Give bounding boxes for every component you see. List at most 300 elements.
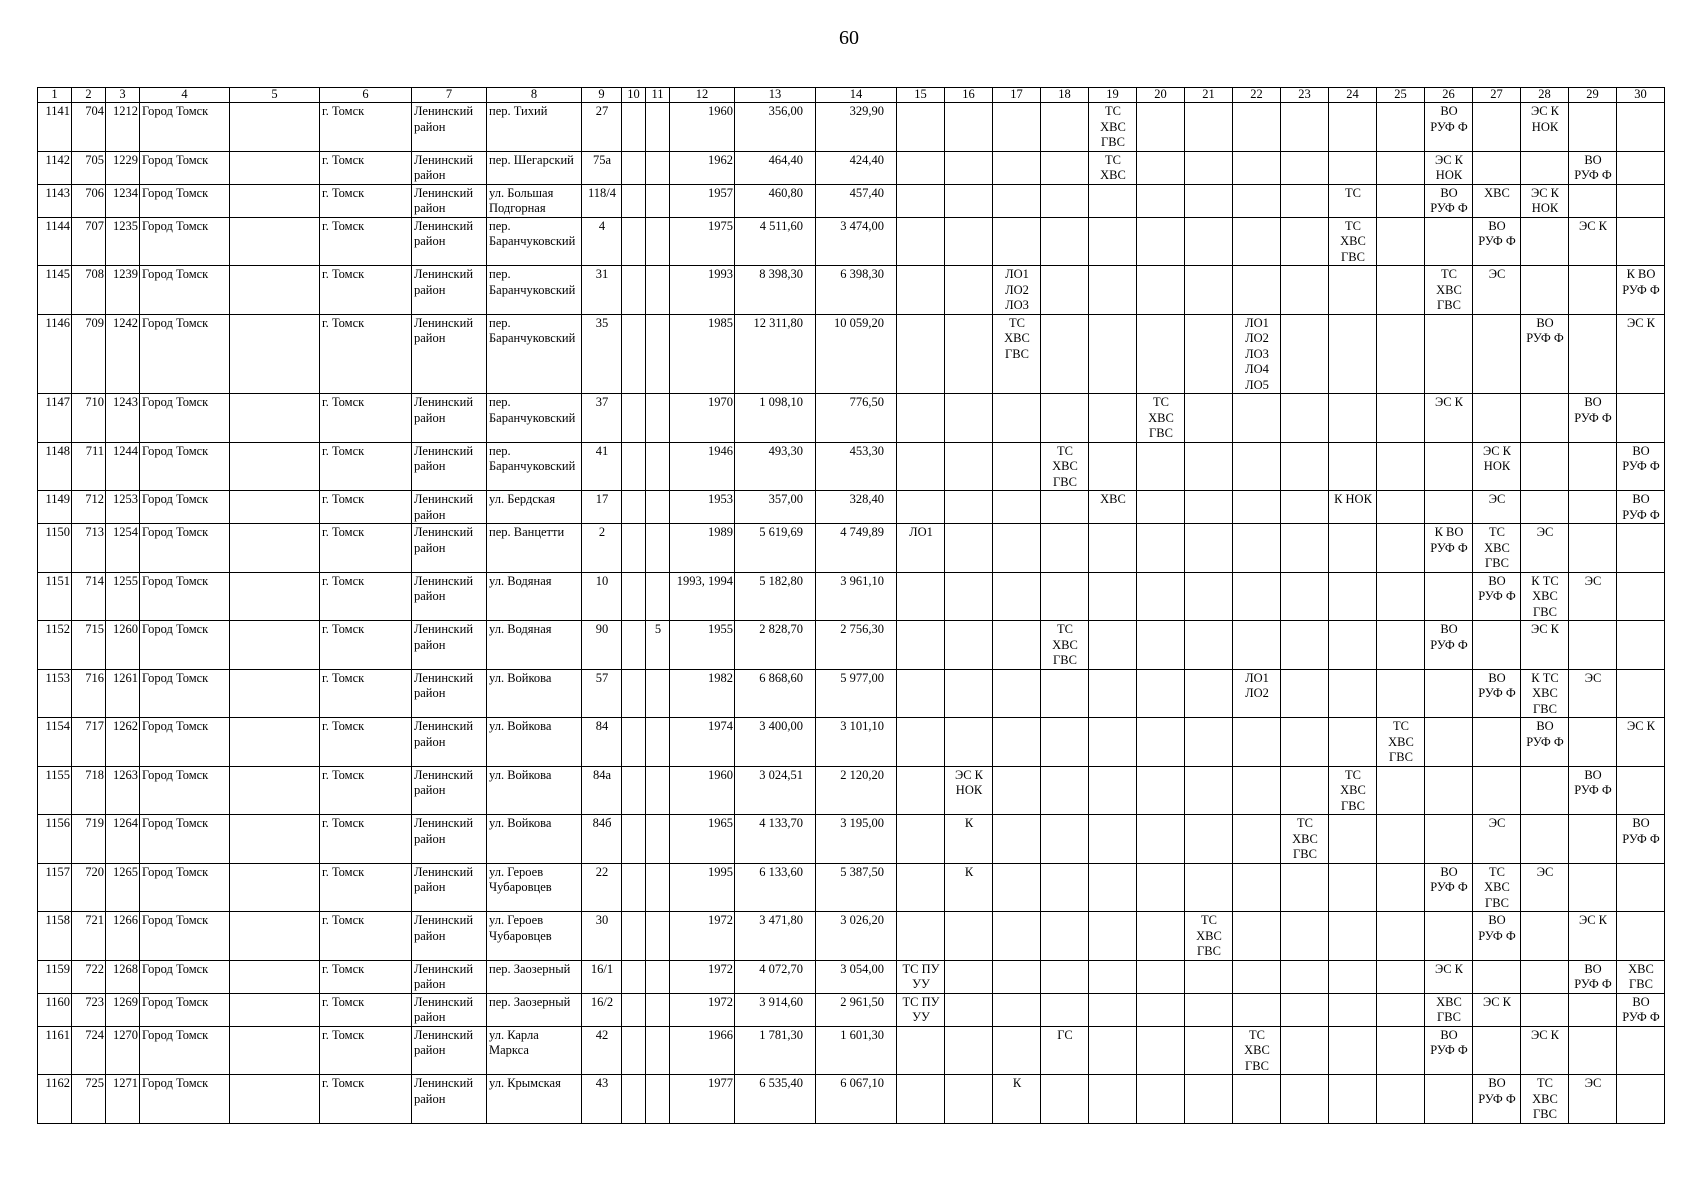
cell-col-27	[1473, 1026, 1521, 1075]
cell-col-21	[1185, 863, 1233, 912]
cell-col-27	[1473, 621, 1521, 670]
cell-col-12: 1972	[670, 960, 735, 993]
cell-col-3: 1243	[106, 394, 140, 443]
cell-col-25	[1377, 184, 1425, 217]
cell-col-15	[897, 669, 945, 718]
table-row	[38, 314, 1665, 394]
cell-col-1: 1156	[38, 815, 72, 864]
cell-col-29	[1569, 863, 1617, 912]
cell-col-17	[993, 912, 1041, 961]
cell-col-1: 1159	[38, 960, 72, 993]
cell-col-6: г. Томск	[320, 1075, 412, 1124]
cell-col-18	[1041, 863, 1089, 912]
cell-col-20	[1137, 314, 1185, 394]
cell-col-6: г. Томск	[320, 960, 412, 993]
cell-col-4: Город Томск	[140, 960, 230, 993]
cell-col-8: ул. Войкова	[487, 815, 582, 864]
cell-col-8: ул. Героев Чубаровцев	[487, 912, 582, 961]
cell-col-16	[945, 184, 993, 217]
cell-col-10	[622, 766, 646, 815]
cell-col-23	[1281, 442, 1329, 491]
cell-col-18: ГС	[1041, 1026, 1089, 1075]
cell-col-10	[622, 103, 646, 152]
cell-col-26: ЭС К	[1425, 394, 1473, 443]
cell-col-18	[1041, 718, 1089, 767]
cell-col-28: ТС ХВС ГВС	[1521, 1075, 1569, 1124]
column-header-21: 21	[1185, 88, 1233, 103]
cell-col-30	[1617, 669, 1665, 718]
column-header-19: 19	[1089, 88, 1137, 103]
cell-col-24	[1329, 960, 1377, 993]
cell-col-29	[1569, 314, 1617, 394]
cell-col-4: Город Томск	[140, 1026, 230, 1075]
cell-col-28	[1521, 491, 1569, 524]
cell-col-12: 1972	[670, 993, 735, 1026]
cell-col-25	[1377, 766, 1425, 815]
cell-col-22: ЛО1 ЛО2	[1233, 669, 1281, 718]
cell-col-21	[1185, 184, 1233, 217]
cell-col-21	[1185, 960, 1233, 993]
cell-col-25	[1377, 266, 1425, 315]
cell-col-18	[1041, 960, 1089, 993]
cell-col-3: 1263	[106, 766, 140, 815]
cell-col-1: 1147	[38, 394, 72, 443]
cell-col-30: ВО РУФ Ф	[1617, 993, 1665, 1026]
cell-col-26	[1425, 572, 1473, 621]
cell-col-24: ТС	[1329, 184, 1377, 217]
cell-col-22: ТС ХВС ГВС	[1233, 1026, 1281, 1075]
cell-col-20	[1137, 766, 1185, 815]
cell-col-29: ЭС	[1569, 1075, 1617, 1124]
cell-col-14: 2 756,30	[816, 621, 897, 670]
cell-col-4: Город Томск	[140, 394, 230, 443]
cell-col-25	[1377, 103, 1425, 152]
cell-col-23	[1281, 1075, 1329, 1124]
cell-col-27: ЭС К	[1473, 993, 1521, 1026]
cell-col-23	[1281, 314, 1329, 394]
cell-col-18	[1041, 766, 1089, 815]
cell-col-9: 31	[582, 266, 622, 315]
cell-col-20	[1137, 815, 1185, 864]
cell-col-4: Город Томск	[140, 993, 230, 1026]
cell-col-21	[1185, 1026, 1233, 1075]
cell-col-1: 1155	[38, 766, 72, 815]
cell-col-30: ВО РУФ Ф	[1617, 491, 1665, 524]
cell-col-2: 704	[72, 103, 106, 152]
cell-col-23	[1281, 669, 1329, 718]
cell-col-9: 16/1	[582, 960, 622, 993]
cell-col-14: 453,30	[816, 442, 897, 491]
cell-col-7: Ленинский район	[412, 151, 487, 184]
cell-col-19	[1089, 621, 1137, 670]
cell-col-5	[230, 524, 320, 573]
cell-col-6: г. Томск	[320, 912, 412, 961]
cell-col-2: 713	[72, 524, 106, 573]
cell-col-12: 1995	[670, 863, 735, 912]
cell-col-8: ул. Бердская	[487, 491, 582, 524]
cell-col-21	[1185, 718, 1233, 767]
cell-col-2: 712	[72, 491, 106, 524]
cell-col-28: ЭС К	[1521, 621, 1569, 670]
cell-col-2: 706	[72, 184, 106, 217]
cell-col-7: Ленинский район	[412, 394, 487, 443]
cell-col-24	[1329, 314, 1377, 394]
cell-col-25	[1377, 217, 1425, 266]
cell-col-22	[1233, 621, 1281, 670]
cell-col-30	[1617, 217, 1665, 266]
cell-col-9: 41	[582, 442, 622, 491]
cell-col-27: ВО РУФ Ф	[1473, 912, 1521, 961]
cell-col-18	[1041, 266, 1089, 315]
cell-col-24	[1329, 621, 1377, 670]
cell-col-26: ЭС К НОК	[1425, 151, 1473, 184]
cell-col-29	[1569, 103, 1617, 152]
cell-col-18	[1041, 184, 1089, 217]
cell-col-25: ТС ХВС ГВС	[1377, 718, 1425, 767]
cell-col-4: Город Томск	[140, 314, 230, 394]
cell-col-8: ул. Крымская	[487, 1075, 582, 1124]
cell-col-29	[1569, 621, 1617, 670]
cell-col-10	[622, 669, 646, 718]
cell-col-24	[1329, 151, 1377, 184]
cell-col-26: ЭС К	[1425, 960, 1473, 993]
cell-col-8: пер. Заозерный	[487, 993, 582, 1026]
cell-col-11	[646, 1026, 670, 1075]
cell-col-7: Ленинский район	[412, 103, 487, 152]
cell-col-1: 1153	[38, 669, 72, 718]
cell-col-22	[1233, 993, 1281, 1026]
cell-col-3: 1239	[106, 266, 140, 315]
cell-col-11: 5	[646, 621, 670, 670]
cell-col-8: пер. Баранчуковский	[487, 394, 582, 443]
cell-col-17	[993, 524, 1041, 573]
cell-col-14: 5 387,50	[816, 863, 897, 912]
cell-col-17	[993, 491, 1041, 524]
cell-col-9: 84	[582, 718, 622, 767]
cell-col-14: 3 026,20	[816, 912, 897, 961]
cell-col-23	[1281, 394, 1329, 443]
cell-col-19	[1089, 1026, 1137, 1075]
cell-col-23	[1281, 491, 1329, 524]
table-row	[38, 217, 1665, 266]
cell-col-27: ВО РУФ Ф	[1473, 669, 1521, 718]
cell-col-5	[230, 491, 320, 524]
cell-col-6: г. Томск	[320, 524, 412, 573]
cell-col-17	[993, 815, 1041, 864]
cell-col-27: ТС ХВС ГВС	[1473, 524, 1521, 573]
cell-col-29: ЭС К	[1569, 217, 1617, 266]
cell-col-2: 705	[72, 151, 106, 184]
cell-col-22	[1233, 442, 1281, 491]
cell-col-19	[1089, 442, 1137, 491]
cell-col-24: ТС ХВС ГВС	[1329, 217, 1377, 266]
cell-col-23	[1281, 1026, 1329, 1075]
table-row	[38, 524, 1665, 573]
column-header-20: 20	[1137, 88, 1185, 103]
cell-col-18	[1041, 314, 1089, 394]
column-header-5: 5	[230, 88, 320, 103]
cell-col-24: ТС ХВС ГВС	[1329, 766, 1377, 815]
cell-col-2: 715	[72, 621, 106, 670]
cell-col-27	[1473, 314, 1521, 394]
cell-col-7: Ленинский район	[412, 491, 487, 524]
cell-col-16: ЭС К НОК	[945, 766, 993, 815]
cell-col-3: 1265	[106, 863, 140, 912]
cell-col-21	[1185, 266, 1233, 315]
cell-col-27: ВО РУФ Ф	[1473, 217, 1521, 266]
cell-col-18	[1041, 151, 1089, 184]
cell-col-6: г. Томск	[320, 442, 412, 491]
cell-col-18	[1041, 993, 1089, 1026]
cell-col-10	[622, 621, 646, 670]
cell-col-13: 356,00	[735, 103, 816, 152]
cell-col-21	[1185, 151, 1233, 184]
cell-col-6: г. Томск	[320, 103, 412, 152]
cell-col-8: пер. Ванцетти	[487, 524, 582, 573]
cell-col-28: ЭС К НОК	[1521, 184, 1569, 217]
cell-col-29: ВО РУФ Ф	[1569, 394, 1617, 443]
cell-col-27: ВО РУФ Ф	[1473, 572, 1521, 621]
cell-col-1: 1143	[38, 184, 72, 217]
cell-col-16	[945, 217, 993, 266]
cell-col-5	[230, 266, 320, 315]
cell-col-7: Ленинский район	[412, 815, 487, 864]
column-header-22: 22	[1233, 88, 1281, 103]
cell-col-30: ЭС К	[1617, 314, 1665, 394]
cell-col-27: ВО РУФ Ф	[1473, 1075, 1521, 1124]
cell-col-17	[993, 394, 1041, 443]
column-header-30: 30	[1617, 88, 1665, 103]
cell-col-17: ЛО1 ЛО2 ЛО3	[993, 266, 1041, 315]
cell-col-30	[1617, 621, 1665, 670]
cell-col-11	[646, 960, 670, 993]
cell-col-22	[1233, 572, 1281, 621]
cell-col-2: 724	[72, 1026, 106, 1075]
cell-col-4: Город Томск	[140, 1075, 230, 1124]
cell-col-15	[897, 815, 945, 864]
cell-col-14: 3 101,10	[816, 718, 897, 767]
table-row	[38, 912, 1665, 961]
cell-col-25	[1377, 572, 1425, 621]
cell-col-10	[622, 394, 646, 443]
cell-col-29	[1569, 524, 1617, 573]
cell-col-7: Ленинский район	[412, 266, 487, 315]
cell-col-27	[1473, 718, 1521, 767]
cell-col-9: 42	[582, 1026, 622, 1075]
cell-col-19	[1089, 815, 1137, 864]
cell-col-3: 1229	[106, 151, 140, 184]
cell-col-10	[622, 217, 646, 266]
cell-col-21	[1185, 524, 1233, 573]
column-header-2: 2	[72, 88, 106, 103]
cell-col-16	[945, 314, 993, 394]
cell-col-12: 1965	[670, 815, 735, 864]
cell-col-8: пер. Шегарский	[487, 151, 582, 184]
cell-col-29	[1569, 266, 1617, 315]
cell-col-18	[1041, 491, 1089, 524]
cell-col-29	[1569, 718, 1617, 767]
cell-col-7: Ленинский район	[412, 960, 487, 993]
cell-col-20	[1137, 151, 1185, 184]
cell-col-24	[1329, 572, 1377, 621]
table-row	[38, 151, 1665, 184]
cell-col-16	[945, 572, 993, 621]
cell-col-1: 1152	[38, 621, 72, 670]
cell-col-22	[1233, 491, 1281, 524]
cell-col-28	[1521, 993, 1569, 1026]
cell-col-2: 723	[72, 993, 106, 1026]
cell-col-10	[622, 151, 646, 184]
register-table	[37, 87, 1665, 1124]
column-header-15: 15	[897, 88, 945, 103]
cell-col-13: 3 400,00	[735, 718, 816, 767]
cell-col-28	[1521, 912, 1569, 961]
cell-col-10	[622, 491, 646, 524]
cell-col-26	[1425, 669, 1473, 718]
cell-col-19	[1089, 266, 1137, 315]
cell-col-11	[646, 442, 670, 491]
cell-col-6: г. Томск	[320, 993, 412, 1026]
cell-col-2: 721	[72, 912, 106, 961]
cell-col-7: Ленинский район	[412, 1026, 487, 1075]
cell-col-15	[897, 394, 945, 443]
cell-col-23	[1281, 572, 1329, 621]
table-row	[38, 442, 1665, 491]
cell-col-5	[230, 217, 320, 266]
cell-col-26: ВО РУФ Ф	[1425, 1026, 1473, 1075]
column-header-26: 26	[1425, 88, 1473, 103]
cell-col-29: ЭС	[1569, 572, 1617, 621]
cell-col-24	[1329, 669, 1377, 718]
cell-col-17	[993, 718, 1041, 767]
cell-col-26: ВО РУФ Ф	[1425, 863, 1473, 912]
cell-col-28	[1521, 266, 1569, 315]
cell-col-29	[1569, 1026, 1617, 1075]
cell-col-22	[1233, 103, 1281, 152]
cell-col-4: Город Томск	[140, 217, 230, 266]
column-header-18: 18	[1041, 88, 1089, 103]
cell-col-9: 16/2	[582, 993, 622, 1026]
cell-col-16	[945, 912, 993, 961]
cell-col-1: 1145	[38, 266, 72, 315]
cell-col-23	[1281, 621, 1329, 670]
cell-col-22	[1233, 863, 1281, 912]
column-header-8: 8	[487, 88, 582, 103]
cell-col-17	[993, 960, 1041, 993]
cell-col-1: 1158	[38, 912, 72, 961]
cell-col-18	[1041, 394, 1089, 443]
cell-col-25	[1377, 314, 1425, 394]
cell-col-11	[646, 766, 670, 815]
cell-col-8: ул. Водяная	[487, 572, 582, 621]
cell-col-10	[622, 1026, 646, 1075]
cell-col-3: 1270	[106, 1026, 140, 1075]
cell-col-9: 75а	[582, 151, 622, 184]
cell-col-19	[1089, 960, 1137, 993]
cell-col-27	[1473, 103, 1521, 152]
cell-col-8: ул. Большая Подгорная	[487, 184, 582, 217]
cell-col-13: 1 781,30	[735, 1026, 816, 1075]
cell-col-25	[1377, 151, 1425, 184]
cell-col-1: 1154	[38, 718, 72, 767]
column-header-16: 16	[945, 88, 993, 103]
cell-col-11	[646, 491, 670, 524]
cell-col-7: Ленинский район	[412, 524, 487, 573]
cell-col-8: пер. Баранчуковский	[487, 314, 582, 394]
cell-col-13: 3 024,51	[735, 766, 816, 815]
cell-col-22	[1233, 524, 1281, 573]
cell-col-13: 12 311,80	[735, 314, 816, 394]
cell-col-13: 4 511,60	[735, 217, 816, 266]
cell-col-13: 6 868,60	[735, 669, 816, 718]
cell-col-8: пер. Тихий	[487, 103, 582, 152]
cell-col-13: 2 828,70	[735, 621, 816, 670]
cell-col-10	[622, 1075, 646, 1124]
cell-col-7: Ленинский район	[412, 621, 487, 670]
cell-col-22	[1233, 718, 1281, 767]
cell-col-8: пер. Баранчуковский	[487, 442, 582, 491]
cell-col-30: К ВО РУФ Ф	[1617, 266, 1665, 315]
cell-col-1: 1142	[38, 151, 72, 184]
cell-col-25	[1377, 993, 1425, 1026]
cell-col-21	[1185, 993, 1233, 1026]
cell-col-9: 57	[582, 669, 622, 718]
cell-col-13: 493,30	[735, 442, 816, 491]
column-header-10: 10	[622, 88, 646, 103]
cell-col-25	[1377, 524, 1425, 573]
cell-col-4: Город Томск	[140, 103, 230, 152]
cell-col-19	[1089, 912, 1137, 961]
cell-col-28	[1521, 960, 1569, 993]
table-row	[38, 1026, 1665, 1075]
cell-col-19: ХВС	[1089, 491, 1137, 524]
cell-col-7: Ленинский район	[412, 314, 487, 394]
cell-col-3: 1242	[106, 314, 140, 394]
cell-col-29	[1569, 815, 1617, 864]
column-header-28: 28	[1521, 88, 1569, 103]
cell-col-11	[646, 151, 670, 184]
cell-col-16	[945, 1075, 993, 1124]
cell-col-20	[1137, 863, 1185, 912]
table-row	[38, 572, 1665, 621]
cell-col-21	[1185, 621, 1233, 670]
cell-col-13: 3 471,80	[735, 912, 816, 961]
cell-col-17	[993, 863, 1041, 912]
cell-col-13: 4 133,70	[735, 815, 816, 864]
cell-col-27: ЭС	[1473, 266, 1521, 315]
cell-col-24	[1329, 394, 1377, 443]
cell-col-7: Ленинский район	[412, 669, 487, 718]
cell-col-17	[993, 442, 1041, 491]
cell-col-1: 1150	[38, 524, 72, 573]
cell-col-16	[945, 103, 993, 152]
cell-col-15: ТС ПУ УУ	[897, 993, 945, 1026]
cell-col-27: ХВС	[1473, 184, 1521, 217]
cell-col-7: Ленинский район	[412, 442, 487, 491]
cell-col-26: ВО РУФ Ф	[1425, 621, 1473, 670]
cell-col-3: 1244	[106, 442, 140, 491]
cell-col-3: 1212	[106, 103, 140, 152]
table-row	[38, 669, 1665, 718]
cell-col-12: 1989	[670, 524, 735, 573]
cell-col-29: ВО РУФ Ф	[1569, 960, 1617, 993]
cell-col-23	[1281, 912, 1329, 961]
cell-col-14: 3 195,00	[816, 815, 897, 864]
cell-col-22	[1233, 151, 1281, 184]
cell-col-4: Город Томск	[140, 442, 230, 491]
cell-col-5	[230, 394, 320, 443]
cell-col-19	[1089, 863, 1137, 912]
